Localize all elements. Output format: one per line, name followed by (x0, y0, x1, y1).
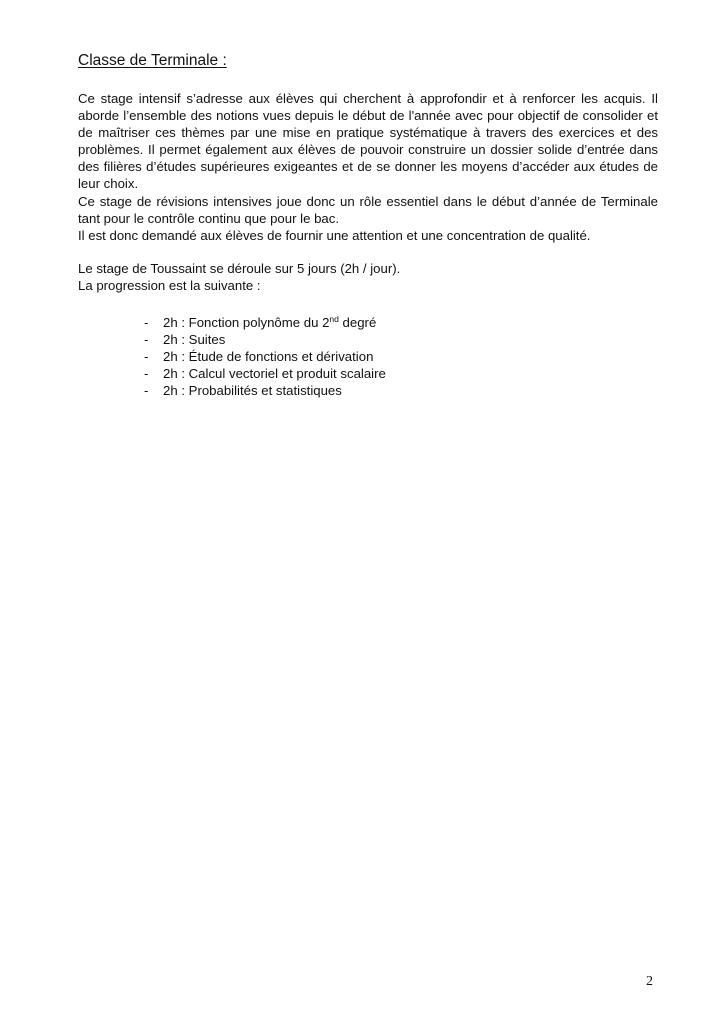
list-item (78, 314, 658, 331)
list-dash: - (144, 383, 149, 399)
paragraph-spacer (78, 244, 658, 260)
progression-list (78, 314, 658, 399)
list-item-text: 2h : Calcul vectoriel et produit scalaire (163, 366, 386, 382)
list-item-text: 2h : Étude de fonctions et dérivation (163, 349, 374, 365)
paragraph-schedule: Le stage de Toussaint se déroule sur 5 jours (2h / jour). (78, 260, 401, 276)
list-dash: - (144, 349, 149, 365)
list-item-superscript: nd (329, 314, 339, 324)
paragraph-stage-role: Ce stage de révisions intensives joue donc un rôle essentiel dans le début d’année de Terminale tant pour le contrôle continu que pour le bac. (78, 193, 658, 226)
list-item-text: 2h : Suites (163, 332, 226, 348)
list-item (78, 382, 658, 399)
list-item (78, 365, 658, 382)
page-number: 2 (646, 974, 653, 989)
list-dash: - (144, 366, 149, 382)
intro-text (78, 90, 658, 294)
list-item (78, 331, 658, 348)
list-item-suffix: degré (338, 315, 377, 330)
list-dash: - (144, 332, 149, 348)
list-item (78, 348, 658, 365)
paragraph-attention: Il est donc demandé aux élèves de fournir une attention et une concentration de qualité. (78, 227, 591, 243)
paragraph-stage-description: Ce stage intensif s’adresse aux élèves qui cherchent à approfondir et à renforcer les acquis. Il aborde l’ensemble des notions vues depuis le début de l'année avec pour objectif de consolider et de maîtriser ces thèmes par une mise en pratique systématique à travers des exercices et des problèmes. Il permet également aux élèves de pouvoir construire un dossier solide d’entrée dans des filières d’études supérieures exigeantes et de se donner les moyens d’accéder aux études de leur choix. (78, 91, 658, 192)
paragraph-progression-intro: La progression est la suivante : (78, 277, 261, 293)
section-heading: Classe de Terminale : (78, 52, 227, 69)
list-dash: - (144, 315, 149, 330)
list-item-text: 2h : Fonction polynôme du 2 (163, 315, 330, 330)
list-item-text: 2h : Probabilités et statistiques (163, 383, 342, 399)
